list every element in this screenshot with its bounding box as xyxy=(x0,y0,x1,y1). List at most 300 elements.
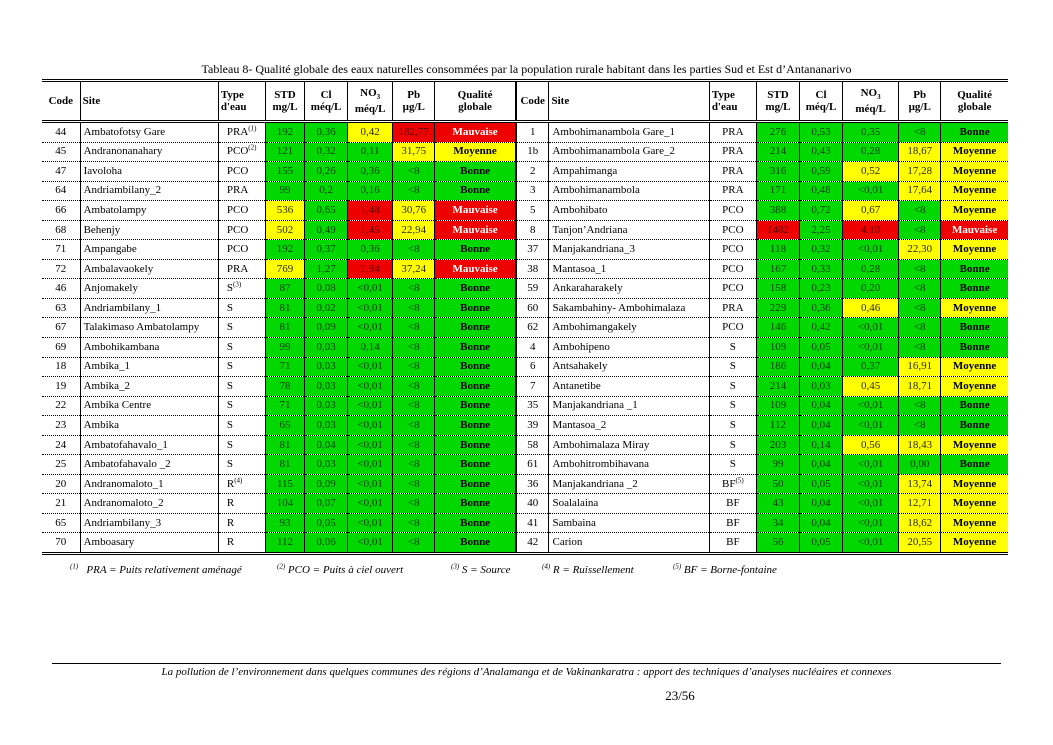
right-code-cell: 61 xyxy=(516,455,549,475)
left-pb-cell: <8 xyxy=(393,416,435,436)
left-cl-cell: 0,09 xyxy=(305,318,348,338)
left-pb-cell: <8 xyxy=(393,181,435,201)
left-pb-cell: <8 xyxy=(393,455,435,475)
left-site-cell: Ambatofotsy Gare xyxy=(80,122,218,143)
left-type-cell: PCO xyxy=(218,240,265,260)
right-site-cell: Soalalaina xyxy=(549,494,709,514)
right-cl-cell: 0,03 xyxy=(799,377,842,397)
right-q-cell: Bonne xyxy=(941,416,1008,436)
right-type-cell: PCO xyxy=(709,201,756,221)
left-cl-cell: 0,03 xyxy=(305,396,348,416)
left-q-cell: Bonne xyxy=(435,396,516,416)
left-no3-cell: <0,01 xyxy=(348,357,393,377)
table-row xyxy=(42,318,1008,338)
right-cl-cell: 0,05 xyxy=(799,474,842,494)
right-site-cell: Ambohimanambola Gare_2 xyxy=(549,142,709,162)
left-no3-cell: 0,16 xyxy=(348,181,393,201)
right-pb-cell: 18,71 xyxy=(899,377,941,397)
right-std-cell: 388 xyxy=(756,201,799,221)
right-q-cell: Moyenne xyxy=(941,240,1008,260)
col-type-2: Type d'eau xyxy=(709,81,756,122)
right-cl-cell: 0,04 xyxy=(799,416,842,436)
left-site-cell: Iavoloha xyxy=(80,162,218,182)
left-cl-cell: 0,07 xyxy=(305,494,348,514)
left-no3-cell: <0,01 xyxy=(348,533,393,554)
left-std-cell: 93 xyxy=(265,513,304,533)
left-type-cell: S xyxy=(218,357,265,377)
right-q-cell: Bonne xyxy=(941,396,1008,416)
right-site-cell: Manjakandriana_3 xyxy=(549,240,709,260)
left-code-cell: 18 xyxy=(42,357,80,377)
left-no3-cell: <0,01 xyxy=(348,494,393,514)
left-pb-cell: 30,76 xyxy=(393,201,435,221)
right-code-cell: 3 xyxy=(516,181,549,201)
col-site-2: Site xyxy=(549,81,709,122)
left-std-cell: 155 xyxy=(265,162,304,182)
right-pb-cell: 20,55 xyxy=(899,533,941,554)
left-cl-cell: 0,03 xyxy=(305,377,348,397)
left-code-cell: 45 xyxy=(42,142,80,162)
left-q-cell: Bonne xyxy=(435,455,516,475)
table-row xyxy=(42,494,1008,514)
left-q-cell: Bonne xyxy=(435,494,516,514)
left-cl-cell: 0,06 xyxy=(305,533,348,554)
left-pb-cell: <8 xyxy=(393,533,435,554)
right-site-cell: Antsahakely xyxy=(549,357,709,377)
table-row xyxy=(42,435,1008,455)
right-site-cell: Sakambahiny- Ambohimalaza xyxy=(549,298,709,318)
right-code-cell: 60 xyxy=(516,298,549,318)
left-q-cell: Bonne xyxy=(435,435,516,455)
col-code: Code xyxy=(42,81,80,122)
right-pb-cell: <8 xyxy=(899,259,941,279)
right-std-cell: 118 xyxy=(756,240,799,260)
left-site-cell: Andriambilany_1 xyxy=(80,298,218,318)
right-cl-cell: 0,33 xyxy=(799,259,842,279)
right-q-cell: Moyenne xyxy=(941,298,1008,318)
right-std-cell: 167 xyxy=(756,259,799,279)
left-site-cell: Ambohikambana xyxy=(80,338,218,358)
left-std-cell: 71 xyxy=(265,396,304,416)
left-type-cell: S xyxy=(218,318,265,338)
right-pb-cell: 17,64 xyxy=(899,181,941,201)
right-site-cell: Ambohipeno xyxy=(549,338,709,358)
left-no3-cell: 0,36 xyxy=(348,240,393,260)
right-code-cell: 59 xyxy=(516,279,549,299)
left-q-cell: Bonne xyxy=(435,377,516,397)
table-row xyxy=(42,474,1008,494)
left-site-cell: Ambika xyxy=(80,416,218,436)
left-std-cell: 115 xyxy=(265,474,304,494)
left-site-cell: Anjomakely xyxy=(80,279,218,299)
right-no3-cell: 0,35 xyxy=(843,122,899,143)
table-row xyxy=(42,338,1008,358)
left-code-cell: 69 xyxy=(42,338,80,358)
left-q-cell: Mauvaise xyxy=(435,220,516,240)
footnote-3: $^{(3)}$ S = Source xyxy=(451,562,511,576)
right-no3-cell: <0,01 xyxy=(843,338,899,358)
water-quality-table xyxy=(42,79,1008,555)
left-code-cell: 67 xyxy=(42,318,80,338)
right-type-cell: S xyxy=(709,357,756,377)
right-site-cell: Manjakandriana _2 xyxy=(549,474,709,494)
left-site-cell: Andriambilany_2 xyxy=(80,181,218,201)
right-code-cell: 62 xyxy=(516,318,549,338)
left-code-cell: 22 xyxy=(42,396,80,416)
left-code-cell: 44 xyxy=(42,122,80,143)
left-site-cell: Amboasary xyxy=(80,533,218,554)
right-pb-cell: 12,71 xyxy=(899,494,941,514)
right-code-cell: 1b xyxy=(516,142,549,162)
right-type-cell: BF xyxy=(709,513,756,533)
right-type-cell: PCO xyxy=(709,279,756,299)
right-cl-cell: 0,53 xyxy=(799,122,842,143)
left-type-cell: R xyxy=(218,494,265,514)
right-cl-cell: 0,04 xyxy=(799,396,842,416)
left-pb-cell: <8 xyxy=(393,474,435,494)
left-no3-cell: 1,94 xyxy=(348,259,393,279)
right-pb-cell: <8 xyxy=(899,122,941,143)
right-cl-cell: 0,05 xyxy=(799,533,842,554)
right-std-cell: 214 xyxy=(756,377,799,397)
left-no3-cell: 0,42 xyxy=(348,122,393,143)
left-q-cell: Bonne xyxy=(435,357,516,377)
left-type-cell: PRA xyxy=(218,259,265,279)
right-site-cell: Mantasoa_1 xyxy=(549,259,709,279)
left-type-cell: S xyxy=(218,396,265,416)
right-std-cell: 229 xyxy=(756,298,799,318)
col-type: Type d'eau xyxy=(218,81,265,122)
left-std-cell: 78 xyxy=(265,377,304,397)
left-type-cell: $S^{(3)}$ xyxy=(218,279,265,299)
left-pb-cell: <8 xyxy=(393,513,435,533)
left-std-cell: 192 xyxy=(265,122,304,143)
right-type-cell: BF xyxy=(709,494,756,514)
right-type-cell: S xyxy=(709,435,756,455)
left-std-cell: 104 xyxy=(265,494,304,514)
left-pb-cell: <8 xyxy=(393,298,435,318)
right-std-cell: 146 xyxy=(756,318,799,338)
right-site-cell: Ambohimanambola xyxy=(549,181,709,201)
right-type-cell: PRA xyxy=(709,181,756,201)
left-no3-cell: <0,01 xyxy=(348,298,393,318)
col-quality: Qualité globale xyxy=(435,81,516,122)
left-type-cell: S xyxy=(218,377,265,397)
left-q-cell: Bonne xyxy=(435,181,516,201)
right-cl-cell: 0,36 xyxy=(799,298,842,318)
right-std-cell: 109 xyxy=(756,338,799,358)
right-cl-cell: 0,48 xyxy=(799,181,842,201)
left-no3-cell: <0,01 xyxy=(348,455,393,475)
right-no3-cell: 0,52 xyxy=(843,162,899,182)
left-q-cell: Bonne xyxy=(435,513,516,533)
right-type-cell: PCO xyxy=(709,259,756,279)
right-cl-cell: 0,32 xyxy=(799,240,842,260)
left-code-cell: 19 xyxy=(42,377,80,397)
left-type-cell: R xyxy=(218,513,265,533)
left-q-cell: Bonne xyxy=(435,279,516,299)
right-no3-cell: 0,67 xyxy=(843,201,899,221)
right-q-cell: Moyenne xyxy=(941,474,1008,494)
right-site-cell: Ambohimangakely xyxy=(549,318,709,338)
left-no3-cell: 1,45 xyxy=(348,220,393,240)
right-type-cell: S xyxy=(709,396,756,416)
right-site-cell: Ambohimalaza Miray xyxy=(549,435,709,455)
table-row xyxy=(42,240,1008,260)
right-no3-cell: <0,01 xyxy=(843,513,899,533)
left-std-cell: 536 xyxy=(265,201,304,221)
left-site-cell: Ampangabe xyxy=(80,240,218,260)
left-std-cell: 769 xyxy=(265,259,304,279)
table-row xyxy=(42,259,1008,279)
left-q-cell: Bonne xyxy=(435,338,516,358)
left-code-cell: 68 xyxy=(42,220,80,240)
right-cl-cell: 0,04 xyxy=(799,455,842,475)
left-site-cell: Ambatofahavalo_1 xyxy=(80,435,218,455)
left-type-cell: PCO xyxy=(218,201,265,221)
right-no3-cell: <0,01 xyxy=(843,416,899,436)
right-site-cell: Ambohimanambola Gare_1 xyxy=(549,122,709,143)
right-site-cell: Sambaina xyxy=(549,513,709,533)
footnote-5: $^{(5)}$ BF = Borne-fontaine xyxy=(673,562,777,576)
left-cl-cell: 1,27 xyxy=(305,259,348,279)
left-site-cell: Ambatofahavalo _2 xyxy=(80,455,218,475)
left-site-cell: Ambika_2 xyxy=(80,377,218,397)
left-no3-cell: <0,01 xyxy=(348,474,393,494)
right-pb-cell: <8 xyxy=(899,338,941,358)
left-q-cell: Mauvaise xyxy=(435,259,516,279)
left-q-cell: Mauvaise xyxy=(435,122,516,143)
right-pb-cell: <8 xyxy=(899,279,941,299)
left-cl-cell: 0,08 xyxy=(305,279,348,299)
left-type-cell: R xyxy=(218,533,265,554)
right-pb-cell: 13,74 xyxy=(899,474,941,494)
left-site-cell: Andriambilany_3 xyxy=(80,513,218,533)
left-cl-cell: 0,37 xyxy=(305,240,348,260)
right-std-cell: 1482 xyxy=(756,220,799,240)
left-code-cell: 46 xyxy=(42,279,80,299)
footnote-1: $^{(1)}$ PRA = Puits relativement aménagé xyxy=(70,562,242,576)
col-no3: $NO_3$ méq/L xyxy=(348,81,393,122)
table-row xyxy=(42,357,1008,377)
right-site-cell: Ambohibato xyxy=(549,201,709,221)
right-no3-cell: <0,01 xyxy=(843,318,899,338)
right-site-cell: Carion xyxy=(549,533,709,554)
left-site-cell: Behenjy xyxy=(80,220,218,240)
right-site-cell: Tanjon’Andriana xyxy=(549,220,709,240)
right-code-cell: 7 xyxy=(516,377,549,397)
right-q-cell: Bonne xyxy=(941,318,1008,338)
left-cl-cell: 0,65 xyxy=(305,201,348,221)
left-q-cell: Moyenne xyxy=(435,142,516,162)
left-q-cell: Bonne xyxy=(435,474,516,494)
left-site-cell: Ambalavaokely xyxy=(80,259,218,279)
left-code-cell: 65 xyxy=(42,513,80,533)
left-cl-cell: 0,2 xyxy=(305,181,348,201)
right-cl-cell: 0,42 xyxy=(799,318,842,338)
right-pb-cell: 22,30 xyxy=(899,240,941,260)
right-std-cell: 276 xyxy=(756,122,799,143)
right-q-cell: Bonne xyxy=(941,279,1008,299)
right-cl-cell: 0,59 xyxy=(799,162,842,182)
left-site-cell: Andranomaloto_1 xyxy=(80,474,218,494)
right-pb-cell: 16,91 xyxy=(899,357,941,377)
right-code-cell: 4 xyxy=(516,338,549,358)
table-row xyxy=(42,181,1008,201)
table-row xyxy=(42,220,1008,240)
left-code-cell: 66 xyxy=(42,201,80,221)
left-no3-cell: 1,48 xyxy=(348,201,393,221)
left-code-cell: 64 xyxy=(42,181,80,201)
col-pb-2: Pb µg/L xyxy=(899,81,941,122)
left-pb-cell: <8 xyxy=(393,240,435,260)
right-no3-cell: <0,01 xyxy=(843,474,899,494)
right-cl-cell: 2,25 xyxy=(799,220,842,240)
right-code-cell: 8 xyxy=(516,220,549,240)
right-std-cell: 171 xyxy=(756,181,799,201)
right-q-cell: Bonne xyxy=(941,338,1008,358)
right-pb-cell: <8 xyxy=(899,220,941,240)
right-no3-cell: <0,01 xyxy=(843,181,899,201)
right-pb-cell: <8 xyxy=(899,318,941,338)
right-cl-cell: 0,05 xyxy=(799,338,842,358)
right-type-cell: PCO xyxy=(709,220,756,240)
right-code-cell: 58 xyxy=(516,435,549,455)
left-pb-cell: <8 xyxy=(393,494,435,514)
right-pb-cell: <8 xyxy=(899,396,941,416)
right-cl-cell: 0,04 xyxy=(799,357,842,377)
right-no3-cell: 0,45 xyxy=(843,377,899,397)
right-site-cell: Manjakandriana _1 xyxy=(549,396,709,416)
left-pb-cell: 37,24 xyxy=(393,259,435,279)
col-cl-2: Cl méq/L xyxy=(799,81,842,122)
right-q-cell: Moyenne xyxy=(941,494,1008,514)
right-pb-cell: <8 xyxy=(899,201,941,221)
right-pb-cell: 18,43 xyxy=(899,435,941,455)
left-cl-cell: 0,03 xyxy=(305,455,348,475)
table-row xyxy=(42,279,1008,299)
right-code-cell: 40 xyxy=(516,494,549,514)
right-no3-cell: 0,46 xyxy=(843,298,899,318)
left-site-cell: Talakimaso Ambatolampy xyxy=(80,318,218,338)
right-site-cell: Ampahimanga xyxy=(549,162,709,182)
left-code-cell: 71 xyxy=(42,240,80,260)
right-pb-cell: <8 xyxy=(899,298,941,318)
col-std: STD mg/L xyxy=(265,81,304,122)
right-code-cell: 6 xyxy=(516,357,549,377)
left-pb-cell: <8 xyxy=(393,377,435,397)
right-no3-cell: <0,01 xyxy=(843,533,899,554)
left-std-cell: 121 xyxy=(265,142,304,162)
left-cl-cell: 0,03 xyxy=(305,357,348,377)
right-code-cell: 38 xyxy=(516,259,549,279)
right-code-cell: 37 xyxy=(516,240,549,260)
left-type-cell: S xyxy=(218,455,265,475)
left-q-cell: Bonne xyxy=(435,240,516,260)
left-pb-cell: <8 xyxy=(393,318,435,338)
header-row xyxy=(42,81,1008,122)
left-code-cell: 21 xyxy=(42,494,80,514)
left-type-cell: $R^{(4)}$ xyxy=(218,474,265,494)
left-no3-cell: 0,14 xyxy=(348,338,393,358)
left-site-cell: Ambika Centre xyxy=(80,396,218,416)
left-code-cell: 25 xyxy=(42,455,80,475)
left-type-cell: PRA xyxy=(218,181,265,201)
col-code-2: Code xyxy=(516,81,549,122)
running-footer: La pollution de l’environnement dans quelques communes des régions d’Analamanga et de Vakinankaratra : apport des techniques d’analyses nucléaires et connexes xyxy=(161,666,892,678)
right-no3-cell: <0,01 xyxy=(843,455,899,475)
left-q-cell: Bonne xyxy=(435,318,516,338)
right-q-cell: Moyenne xyxy=(941,533,1008,554)
left-code-cell: 72 xyxy=(42,259,80,279)
left-type-cell: PCO xyxy=(218,220,265,240)
right-code-cell: 35 xyxy=(516,396,549,416)
col-pb: Pb µg/L xyxy=(393,81,435,122)
left-pb-cell: <8 xyxy=(393,357,435,377)
right-no3-cell: <0,01 xyxy=(843,494,899,514)
left-pb-cell: 22,94 xyxy=(393,220,435,240)
table-row xyxy=(42,513,1008,533)
right-site-cell: Antanetibe xyxy=(549,377,709,397)
left-site-cell: Andranonanahary xyxy=(80,142,218,162)
right-no3-cell: 0,37 xyxy=(843,357,899,377)
table-row xyxy=(42,396,1008,416)
right-type-cell: S xyxy=(709,416,756,436)
right-std-cell: 214 xyxy=(756,142,799,162)
table-row xyxy=(42,416,1008,436)
right-type-cell: S xyxy=(709,338,756,358)
right-std-cell: 109 xyxy=(756,396,799,416)
table-caption: Tableau 8- Qualité globale des eaux naturelles consommées par la population rurale habitant dans les parties Sud et Est d’Antananarivo xyxy=(201,62,852,76)
left-no3-cell: <0,01 xyxy=(348,416,393,436)
left-code-cell: 70 xyxy=(42,533,80,554)
left-q-cell: Bonne xyxy=(435,162,516,182)
right-q-cell: Moyenne xyxy=(941,377,1008,397)
col-quality-2: Qualité globale xyxy=(941,81,1008,122)
left-q-cell: Bonne xyxy=(435,533,516,554)
col-site: Site xyxy=(80,81,218,122)
right-std-cell: 203 xyxy=(756,435,799,455)
left-q-cell: Bonne xyxy=(435,416,516,436)
page-number: 23/56 xyxy=(665,688,695,703)
table-body xyxy=(42,122,1008,554)
left-cl-cell: 0,32 xyxy=(305,142,348,162)
left-std-cell: 112 xyxy=(265,533,304,554)
right-type-cell: BF$^{(5)}$ xyxy=(709,474,756,494)
right-std-cell: 158 xyxy=(756,279,799,299)
left-cl-cell: 0,09 xyxy=(305,474,348,494)
right-q-cell: Moyenne xyxy=(941,181,1008,201)
left-std-cell: 65 xyxy=(265,416,304,436)
right-cl-cell: 0,23 xyxy=(799,279,842,299)
left-pb-cell: 182,77 xyxy=(393,122,435,143)
left-site-cell: Ambika_1 xyxy=(80,357,218,377)
left-cl-cell: 0,04 xyxy=(305,435,348,455)
right-type-cell: PCO xyxy=(709,318,756,338)
left-std-cell: 99 xyxy=(265,338,304,358)
left-type-cell: PCO xyxy=(218,162,265,182)
right-cl-cell: 0,04 xyxy=(799,513,842,533)
right-std-cell: 316 xyxy=(756,162,799,182)
right-std-cell: 99 xyxy=(756,455,799,475)
left-q-cell: Bonne xyxy=(435,298,516,318)
left-std-cell: 71 xyxy=(265,357,304,377)
right-pb-cell: 0,00 xyxy=(899,455,941,475)
right-q-cell: Bonne xyxy=(941,455,1008,475)
right-code-cell: 42 xyxy=(516,533,549,554)
right-cl-cell: 0,14 xyxy=(799,435,842,455)
right-type-cell: S xyxy=(709,455,756,475)
